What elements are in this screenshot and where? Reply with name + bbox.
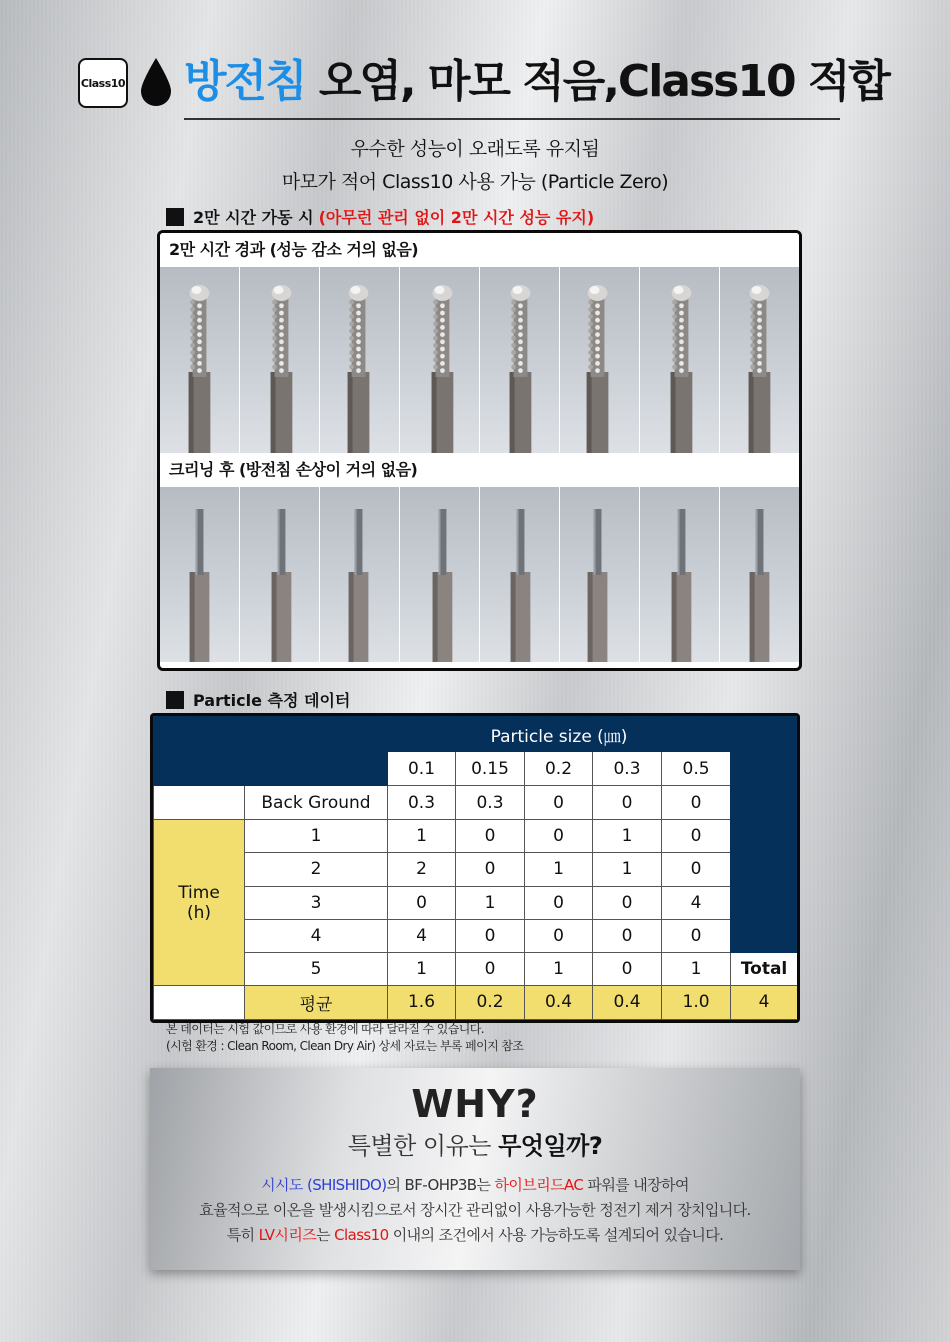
table-corner (154, 717, 388, 786)
square-bullet-icon (166, 691, 184, 709)
photo-row-after-20000h (160, 267, 799, 453)
needle-photo-clean (240, 487, 320, 662)
why-text: 는 (316, 1226, 335, 1244)
table-cell: 0 (593, 786, 662, 820)
section-particle-title: Particle 측정 데이터 (193, 691, 351, 710)
table-cell: 4 (388, 919, 456, 952)
time-label-line-2: (h) (186, 902, 212, 923)
particle-data-table (150, 713, 800, 1023)
lv-series-text: LV시리즈 (258, 1226, 317, 1244)
needle-photo-clean (160, 487, 240, 662)
why-subtitle-plain: 특별한 이유는 (347, 1132, 499, 1160)
needle-photo-panel (157, 230, 802, 671)
table-cell: 0 (593, 952, 662, 985)
footnote-line-1: 본 데이터는 시험 값이므로 사용 환경에 따라 달라질 수 있습니다. (166, 1022, 484, 1036)
total-label: Total (731, 952, 798, 985)
time-value: 1 (245, 820, 388, 853)
section-operation-title: 2만 시간 가동 시 (193, 208, 314, 227)
time-label-line-1: Time (178, 882, 220, 903)
table-cell: 0 (525, 886, 593, 919)
table-cell: 1 (456, 886, 525, 919)
table-cell: 0 (456, 952, 525, 985)
total-value: 4 (731, 985, 798, 1019)
needle-photo-dirty (320, 267, 400, 453)
brand-name: 시시도 (SHISHIDO) (261, 1176, 387, 1194)
why-text: 파워를 내장하여 (583, 1176, 689, 1194)
table-cell: 0 (662, 820, 731, 853)
why-text: 의 BF-OHP3B는 (386, 1176, 495, 1194)
subtitle-line-1: 우수한 성능이 오래도록 유지됨 (350, 138, 600, 160)
needle-photo-dirty (720, 267, 799, 453)
table-cell: 0 (456, 820, 525, 853)
photo-caption-20000h: 2만 시간 경과 (성능 감소 거의 없음) (160, 233, 799, 267)
subtitle-line-2: 마모가 적어 Class10 사용 가능 (Particle Zero) (281, 171, 669, 193)
size-header: 0.5 (662, 752, 731, 786)
time-value: 2 (245, 853, 388, 886)
why-title: WHY? (411, 1082, 539, 1126)
time-label (154, 820, 245, 985)
water-drop-icon (138, 56, 174, 108)
table-cell: 0 (525, 786, 593, 820)
photo-caption-after-cleaning: 크리닝 후 (방전침 손상이 거의 없음) (160, 453, 799, 487)
background-label: Back Ground (245, 786, 388, 820)
footnote-line-2: (시험 환경 : Clean Room, Clean Dry Air) 상세 자료는 부록 페이지 참조 (166, 1039, 524, 1053)
table-cell: 0 (525, 820, 593, 853)
title-highlight: 방전침 (184, 56, 306, 107)
section-particle-label (166, 688, 350, 711)
footnote (166, 1021, 523, 1055)
needle-photo-dirty (640, 267, 720, 453)
size-header: 0.3 (593, 752, 662, 786)
why-text: 특히 (226, 1226, 259, 1244)
table-cell: 1 (525, 952, 593, 985)
needle-photo-clean (320, 487, 400, 662)
average-cell: 1.6 (388, 985, 456, 1019)
size-header: 0.1 (388, 752, 456, 786)
needle-photo-dirty (560, 267, 640, 453)
average-cell: 1.0 (662, 985, 731, 1019)
table-cell: 0.3 (456, 786, 525, 820)
table-cell: 0 (388, 886, 456, 919)
table-cell: 1 (593, 853, 662, 886)
table-cell: 1 (525, 853, 593, 886)
why-text: 이내의 조건에서 사용 가능하도록 설계되어 있습니다. (388, 1226, 724, 1244)
size-header: 0.15 (456, 752, 525, 786)
table-cell: 0 (662, 919, 731, 952)
table-cell: 0 (662, 853, 731, 886)
table-cell: 0 (662, 786, 731, 820)
needle-photo-clean (480, 487, 560, 662)
average-cell: 0.4 (525, 985, 593, 1019)
time-value: 4 (245, 919, 388, 952)
table-cell: 0 (525, 919, 593, 952)
needle-photo-clean (560, 487, 640, 662)
needle-photo-clean (400, 487, 480, 662)
square-bullet-icon (166, 208, 184, 226)
table-cell: 2 (388, 853, 456, 886)
photo-row-after-cleaning (160, 487, 799, 662)
title-divider (184, 118, 840, 120)
average-label: 평균 (245, 985, 388, 1019)
header (76, 52, 889, 122)
table-cell: 1 (593, 820, 662, 853)
table-cell: 4 (662, 886, 731, 919)
time-value: 5 (245, 952, 388, 985)
particle-size-header: Particle size (㎛) (388, 717, 731, 752)
table-cell: 1 (388, 952, 456, 985)
section-operation-label (166, 205, 594, 228)
why-subtitle-bold: 무엇일까? (498, 1132, 603, 1160)
table-cell: 0.3 (388, 786, 456, 820)
needle-photo-clean (720, 487, 799, 662)
page-title (184, 52, 889, 112)
size-header: 0.2 (525, 752, 593, 786)
needle-photo-dirty (160, 267, 240, 453)
table-cell: 0 (593, 919, 662, 952)
average-cell: 0.2 (456, 985, 525, 1019)
table-cell: 1 (662, 952, 731, 985)
needle-photo-dirty (240, 267, 320, 453)
why-subtitle (150, 1126, 800, 1161)
average-cell: 0.4 (593, 985, 662, 1019)
total-column-spacer (731, 717, 798, 953)
table-cell: 1 (388, 820, 456, 853)
why-line-2: 효율적으로 이온을 발생시킴으로서 장시간 관리없이 사용가능한 정전기 제거 장치입니다. (199, 1201, 751, 1219)
table-cell: 0 (593, 886, 662, 919)
section-operation-note: (아무런 관리 없이 2만 시간 성능 유지) (318, 208, 595, 227)
why-box (150, 1068, 800, 1270)
empty-cell (154, 985, 245, 1019)
time-value: 3 (245, 886, 388, 919)
needle-photo-dirty (480, 267, 560, 453)
class10-text: Class10 (334, 1226, 389, 1244)
class10-badge: Class10 (78, 58, 128, 108)
table-cell: 0 (456, 853, 525, 886)
why-line-1 (150, 1174, 800, 1195)
hybrid-ac-text: 하이브리드AC (494, 1176, 584, 1194)
table-cell: 0 (456, 919, 525, 952)
needle-photo-clean (640, 487, 720, 662)
empty-cell (154, 786, 245, 820)
title-rest: 오염, 마모 적음,Class10 적합 (305, 56, 889, 107)
needle-photo-dirty (400, 267, 480, 453)
why-line-3 (150, 1224, 800, 1245)
